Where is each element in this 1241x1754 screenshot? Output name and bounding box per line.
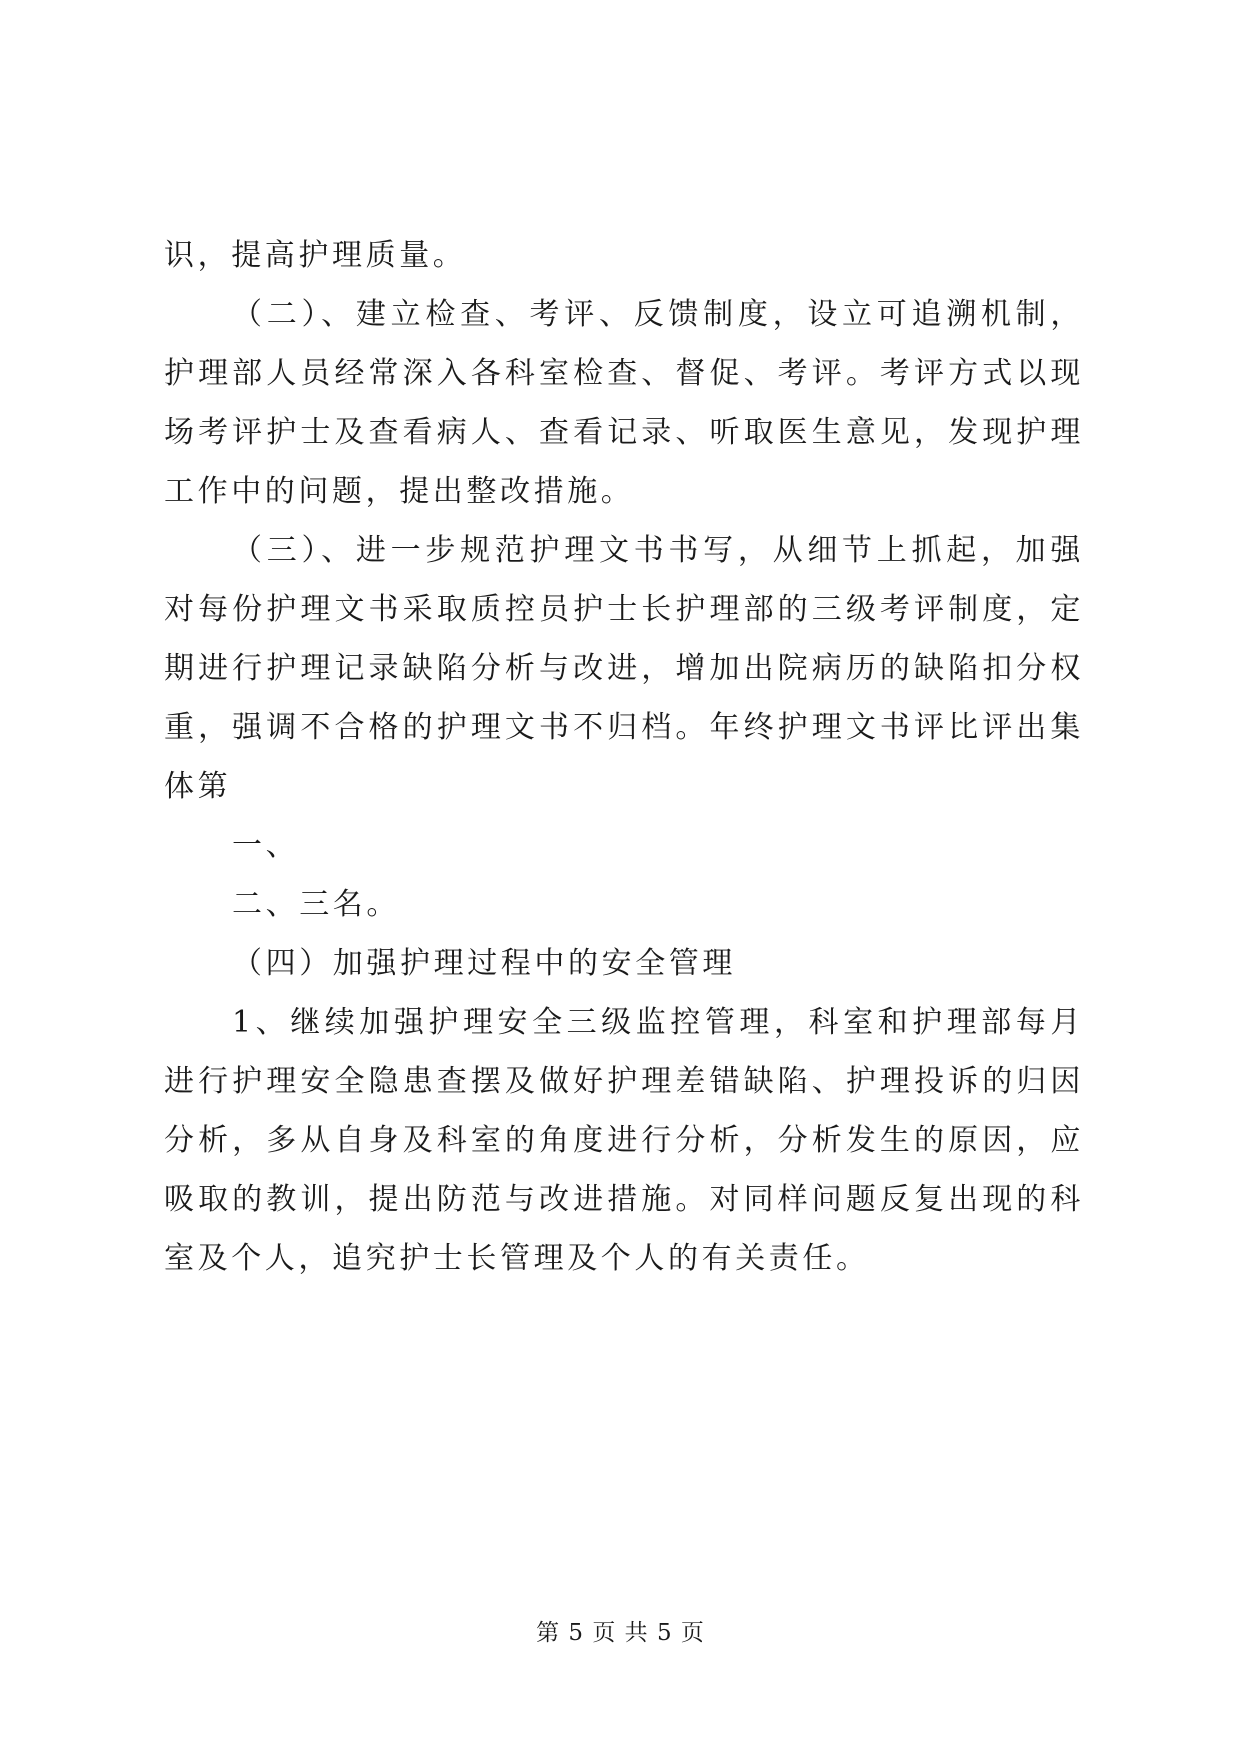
paragraph-item-1: 1、继续加强护理安全三级监控管理，科室和护理部每月进行护理安全隐患查摆及做好护理差错缺陷、护理投诉的归因分析，多从自身及科室的角度进行分析，分析发生的原因，应吸取的教训，提出防范与改进措施。对同样问题反复出现的科室及个人，追究护士长管理及个人的有关责任。: [164, 1005, 1084, 1276]
paragraph-second-third: 二、三名。: [232, 887, 400, 922]
page-footer: 第 5 页 共 5 页: [536, 1620, 705, 1646]
paragraph-continuation: 识，提高护理质量。: [164, 238, 467, 273]
paragraph-section-4-heading: （四）加强护理过程中的安全管理: [232, 946, 736, 981]
paragraph-first: 一、: [232, 828, 300, 863]
paragraph-section-3: （三）、进一步规范护理文书书写，从细节上抓起，加强对每份护理文书采取质控员护士长护理部的三级考评制度，定期进行护理记录缺陷分析与改进，增加出院病历的缺陷扣分权重，强调不合格的护理文书不归档。年终护理文书评比评出集体第: [164, 533, 1084, 804]
paragraph-section-2: （二）、建立检查、考评、反馈制度，设立可追溯机制，护理部人员经常深入各科室检查、督促、考评。考评方式以现场考评护士及查看病人、查看记录、听取医生意见，发现护理工作中的问题，提出整改措施。: [164, 297, 1084, 509]
document-body: [164, 226, 1084, 1288]
